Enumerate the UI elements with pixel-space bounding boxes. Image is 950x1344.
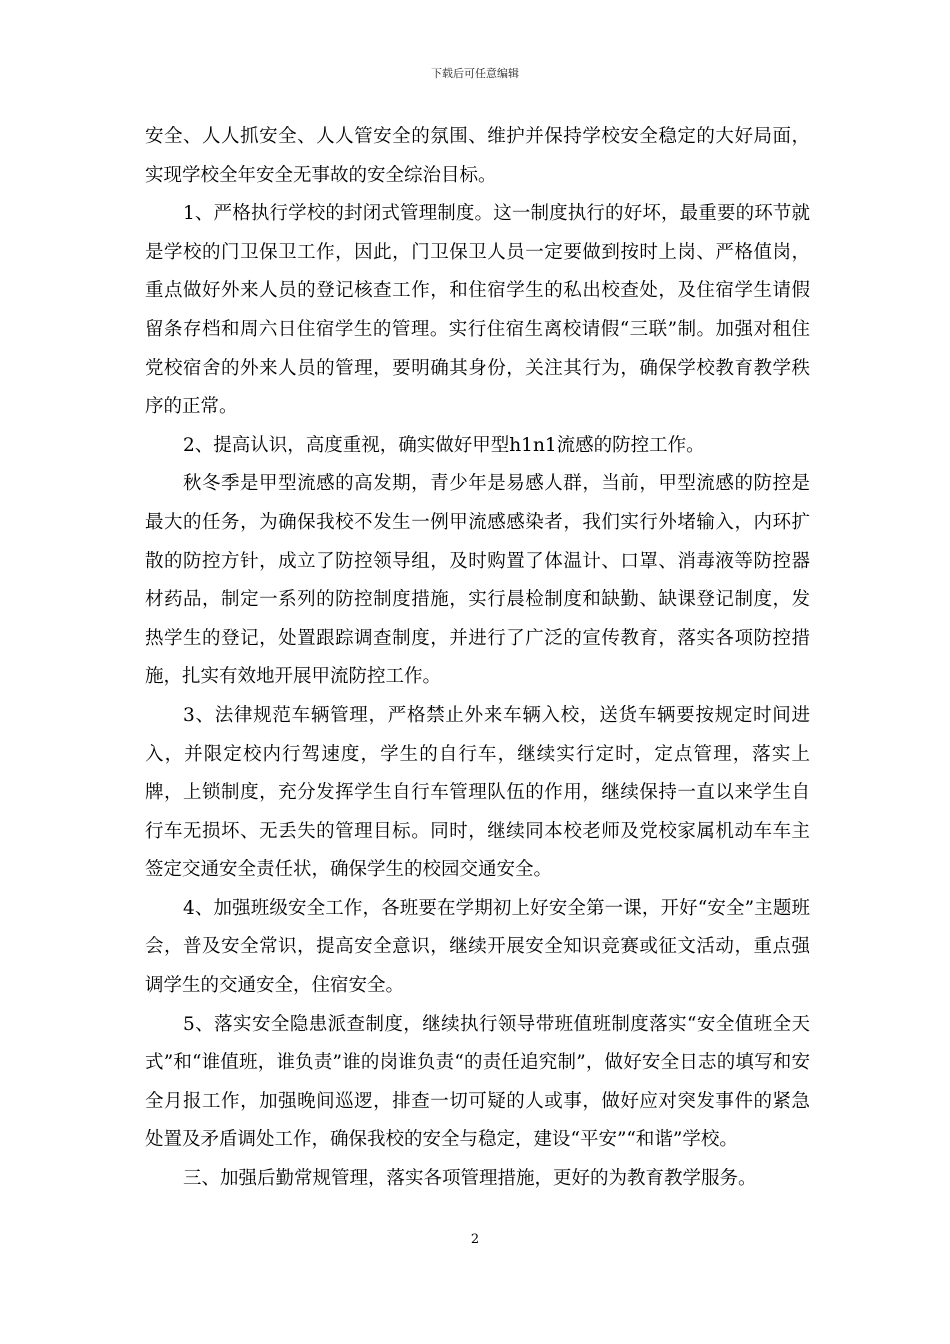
paragraph-item-4: 4、加强班级安全工作，各班要在学期初上好安全第一课，开好“安全”主题班会，普及安全常识，提高安全意识，继续开展安全知识竞赛或征文活动，重点强调学生的交通安全，住宿安全。 (145, 897, 810, 997)
paragraph-item-1: 1、严格执行学校的封闭式管理制度。这一制度执行的好坏，最重要的环节就是学校的门卫保卫工作，因此，门卫保卫人员一定要做到按时上岗、严格值岗，重点做好外来人员的登记核查工作，和住宿学生的私出校查处，及住宿学生请假留条存档和周六日住宿学生的管理。实行住宿生离校请假“三联”制。加强对租住党校宿舍的外来人员的管理，要明确其身份，关注其行为，确保学校教育教学秩序的正常。 (145, 203, 810, 418)
document-body (145, 118, 810, 1199)
page-number: 2 (470, 1232, 480, 1247)
paragraph-item-2: 2、提高认识，高度重视，确实做好甲型h1n1流感的防控工作。 (183, 434, 705, 456)
paragraph-item-5: 5、落实安全隐患派查制度，继续执行领导带班值班制度落实“安全值班全天式”和“谁值班，谁负责”谁的岗谁负责“的责任追究制”，做好安全日志的填写和安全月报工作，加强晚间巡逻，排查一切可疑的人或事，做好应对突发事件的紧急处置及矛盾调处工作，确保我校的安全与稳定，建设“平安”“和谐”学校。 (145, 1013, 810, 1151)
paragraph-item-3: 3、法律规范车辆管理，严格禁止外来车辆入校，送货车辆要按规定时间进入，并限定校内行驾速度，学生的自行车，继续实行定时，定点管理，落实上牌，上锁制度，充分发挥学生自行车管理队伍的作用，继续保持一直以来学生自行车无损坏、无丢失的管理目标。同时，继续同本校老师及党校家属机动车车主签定交通安全责任状，确保学生的校园交通安全。 (145, 704, 810, 881)
paragraph-flu-prevention: 秋冬季是甲型流感的高发期，青少年是易感人群，当前，甲型流感的防控是最大的任务，为确保我校不发生一例甲流感感染者，我们实行外堵输入，内环扩散的防控方针，成立了防控领导组，及时购置了体温计、口罩、消毒液等防控器材药品，制定一系列的防控制度措施，实行晨检制度和缺勤、缺课登记制度，发热学生的登记，处置跟踪调查制度，并进行了广泛的宣传教育，落实各项防控措施，扎实有效地开展甲流防控工作。 (145, 473, 810, 688)
page-header: 下载后可任意编辑 (431, 67, 519, 80)
paragraph-continuation: 安全、人人抓安全、人人管安全的氛围、维护并保持学校安全稳定的大好局面，实现学校全年安全无事故的安全综治目标。 (145, 126, 810, 186)
section-heading-3: 三、加强后勤常规管理，落实各项管理措施，更好的为教育教学服务。 (183, 1168, 757, 1190)
